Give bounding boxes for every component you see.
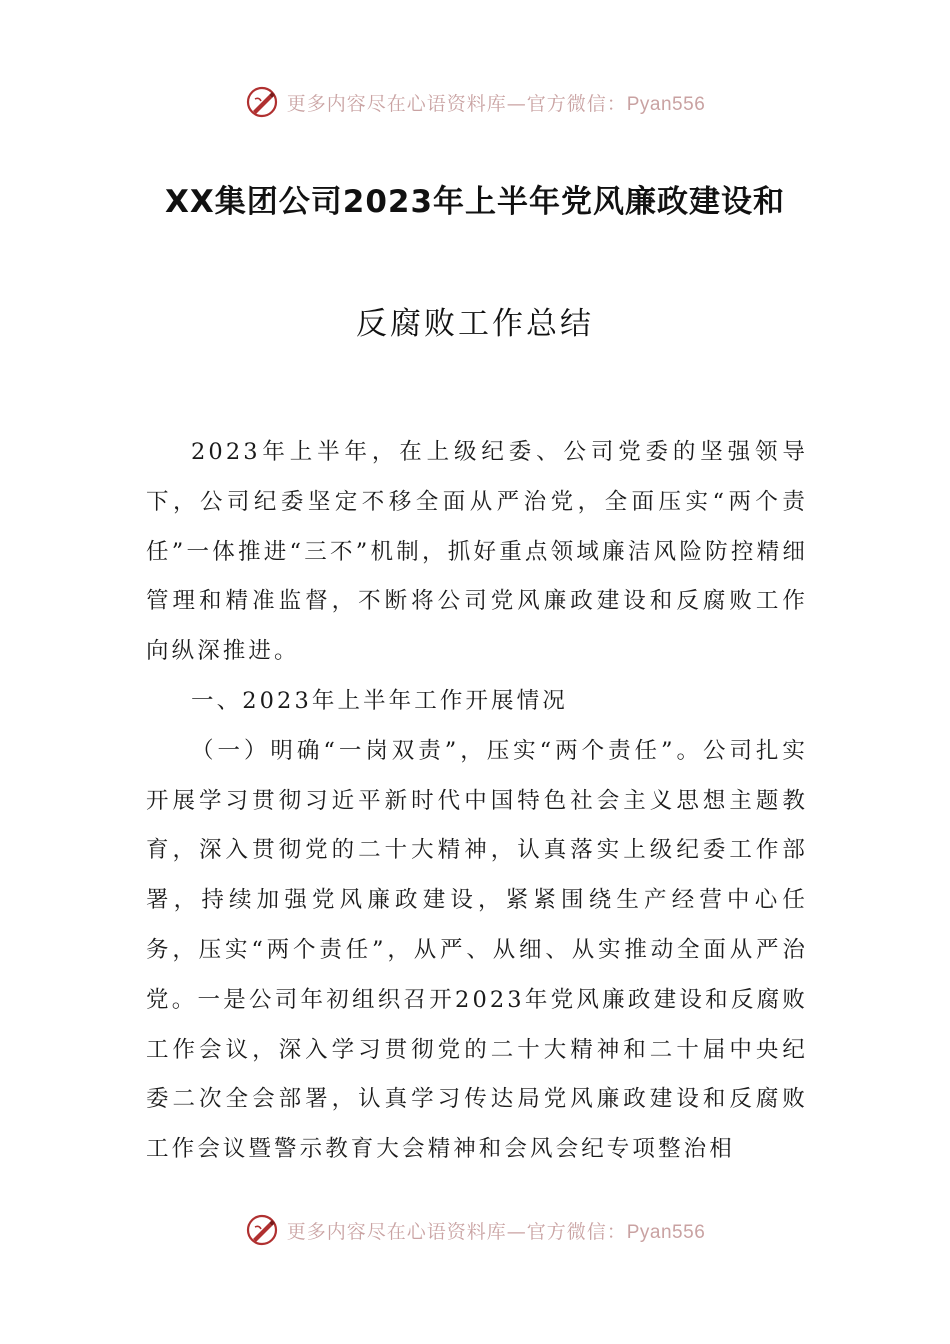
paragraph-section-1: （一）明确“一岗双责”，压实“两个责任”。公司扎实开展学习贯彻习近平新时代中国特色社会主义思想主题教育，深入贯彻党的二十大精神，认真落实上级纪委工作部署，持续加强党风廉政建设，紧紧围绕生产经营中心任务，压实“两个责任”，从严、从细、从实推动全面从严治党。一是公司年初组织召开2023年党风廉政建设和反腐败工作会议，深入学习贯彻党的二十大精神和二十届中央纪委二次全会部署，认真学习传达局党风廉政建设和反腐败工作会议暨警示教育大会精神和会风会纪专项整治相 — [146, 737, 808, 1163]
watermark-text: 更多内容尽在心语资料库—官方微信：Pyan556 — [286, 1220, 706, 1243]
section-heading: 一、2023年上半年工作开展情况 — [191, 687, 568, 714]
document-title-line-2: 反腐败工作总结 — [356, 306, 594, 342]
paragraph-intro: 2023年上半年，在上级纪委、公司党委的坚强领导下，公司纪委坚定不移全面从严治党，全面压实“两个责任”一体推进“三不”机制，抓好重点领域廉洁风险防控精细管理和精准监督，不断将公司党风廉政建设和反腐败工作向纵深推进。 — [146, 439, 808, 665]
document-title-line-1: XX集团公司2023年上半年党风廉政建设和 — [164, 184, 786, 220]
pen-logo-icon — [245, 1213, 279, 1247]
document-body — [146, 428, 808, 1175]
watermark-footer — [0, 1210, 950, 1250]
pen-logo-icon — [245, 85, 279, 119]
watermark-text: 更多内容尽在心语资料库—官方微信：Pyan556 — [286, 92, 706, 115]
watermark-header — [0, 82, 950, 122]
